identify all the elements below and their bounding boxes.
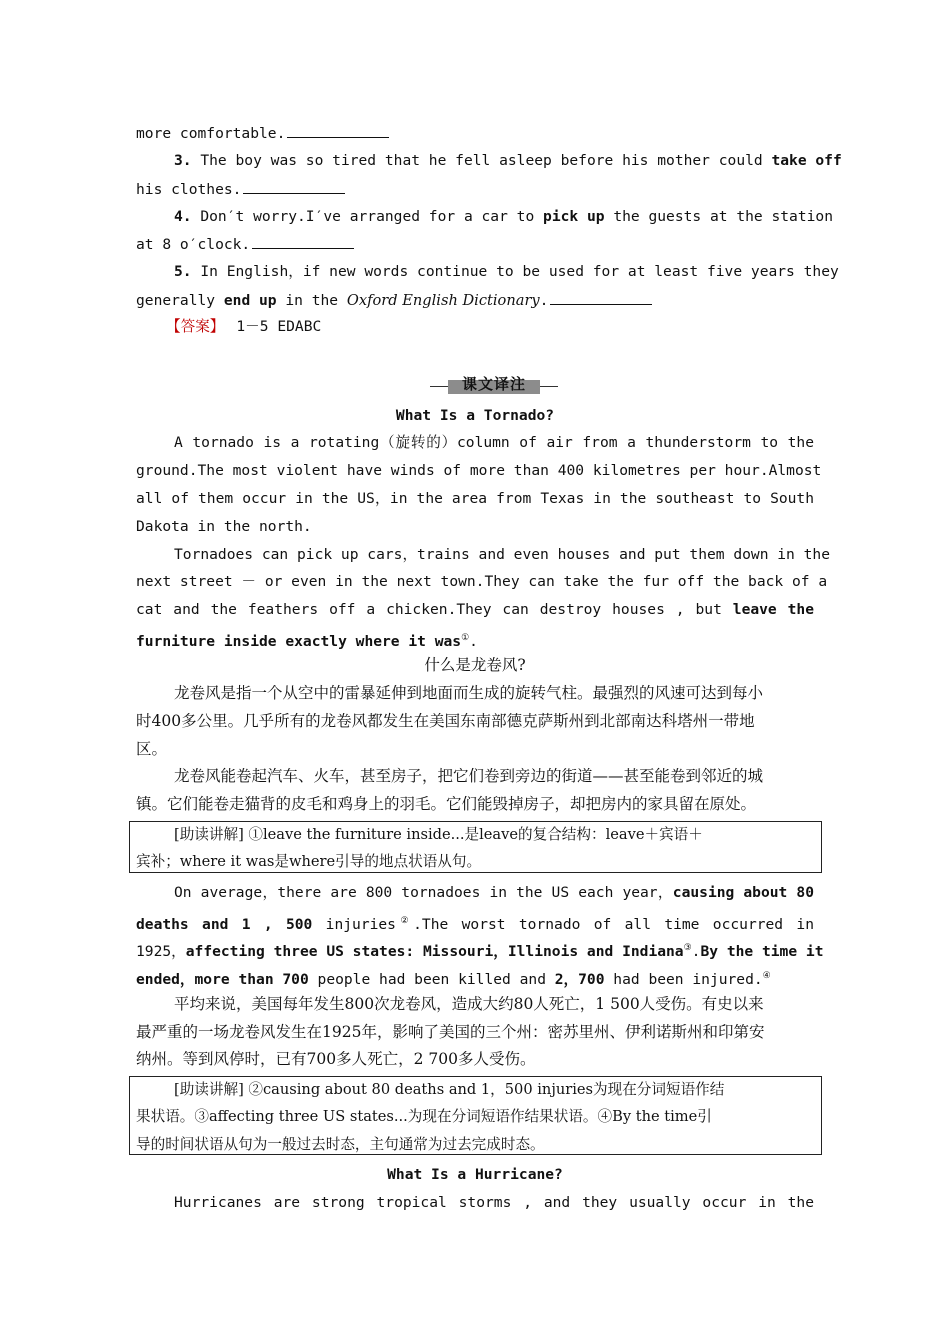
question-5-cont: generally end up in the Oxford English Dictionary. [136, 290, 814, 311]
section-header-text: 课文译注 [461, 375, 526, 393]
answer-blank[interactable] [243, 179, 345, 194]
question-4: 4. Don′t worry.I′ve arranged for a car to pick up the guests at the station [174, 208, 833, 225]
answer-blank[interactable] [252, 234, 354, 249]
hurricane-p1-line-1: Hurricanes are strong tropical storms , and they usually occur in the [174, 1194, 814, 1211]
hurricane-title: What Is a Hurricane? [387, 1166, 563, 1183]
answer-label: 【答案】 [166, 318, 225, 335]
tornado-zh-p3-line-2: 最严重的一场龙卷风发生在1925年，影响了美国的三个州：密苏里州、伊利诺斯州和印第安 [136, 1023, 765, 1041]
tornado-p3-line-1: On average，there are 800 tornadoes in the US each year，causing about 80 [174, 884, 814, 901]
question-5: 5. In English，if new words continue to be used for at least five years they [174, 263, 839, 280]
note-2-line-3: 导的时间状语从句为一般过去时态，主句通常为过去完成时态。 [136, 1136, 545, 1153]
tornado-p1-line-4: Dakota in the north. [136, 518, 312, 535]
tornado-p1-line-2: ground.The most violent have winds of more than 400 kilometres per hour.Almost [136, 462, 822, 479]
tornado-p3-line-3: 1925，affecting three US states: Missouri，Illinois and Indiana③.By the time it [136, 942, 824, 960]
tornado-zh-p1-line-2: 时400多公里。几乎所有的龙卷风都发生在美国东南部德克萨斯州到北部南达科塔州一带地 [136, 712, 755, 730]
tornado-p2-line-2: next street － or even in the next town.They can take the fur off the back of a [136, 573, 828, 590]
note-1-line-2: 宾补；where it was是where引导的地点状语从句。 [136, 853, 482, 870]
note-2-line-1: [助读讲解] ②causing about 80 deaths and 1，500 injuries为现在分词短语作结 [174, 1081, 725, 1098]
tornado-zh-p2-line-1: 龙卷风能卷起汽车、火车，甚至房子，把它们卷到旁边的街道——甚至能卷到邻近的城 [174, 767, 764, 785]
note-1-line-1: [助读讲解] ①leave the furniture inside...是leave的复合结构：leave＋宾语＋ [174, 826, 703, 843]
tornado-zh-p1-line-1: 龙卷风是指一个从空中的雷暴延伸到地面而生成的旋转气柱。最强烈的风速可达到每小 [174, 684, 764, 702]
tornado-zh-title: 什么是龙卷风? [424, 656, 526, 674]
answer-line [166, 317, 844, 337]
tornado-zh-p1-line-3: 区。 [136, 740, 168, 758]
answer-blank[interactable] [287, 123, 389, 138]
tornado-p2-line-3: cat and the feathers off a chicken.They can destroy houses , but leave the [136, 601, 814, 618]
question-3: 3. The boy was so tired that he fell asleep before his mother could take off [174, 152, 842, 169]
tornado-p3-line-4: ended，more than 700 people had been killed and 2，700 had been injured.④ [136, 970, 771, 988]
exercise-line-0: more comfortable. [136, 123, 814, 144]
tornado-p3-line-2: deaths and 1 , 500 injuries②.The worst tornado of all time occurred in [136, 915, 814, 933]
tornado-zh-p3-line-1: 平均来说，美国每年发生800次龙卷风，造成大约80人死亡，1 500人受伤。有史以来 [174, 995, 764, 1013]
answer-blank[interactable] [550, 290, 652, 305]
tornado-p1-line-3: all of them occur in the US，in the area from Texas in the southeast to South [136, 490, 814, 507]
note-2-line-2: 果状语。③affecting three US states...为现在分词短语作结果状语。④By the time引 [136, 1108, 712, 1125]
question-4-cont: at 8 o′clock. [136, 234, 814, 255]
answer-value: 1－5 EDABC [236, 318, 322, 335]
tornado-p2-line-4: furniture inside exactly where it was①. [136, 632, 478, 650]
section-header [430, 372, 558, 396]
tornado-p2-line-1: Tornadoes can pick up cars，trains and even houses and put them down in the [174, 546, 830, 563]
tornado-zh-p2-line-2: 镇。它们能卷走猫背的皮毛和鸡身上的羽毛。它们能毁掉房子，却把房内的家具留在原处。 [136, 795, 757, 813]
question-3-cont: his clothes. [136, 179, 814, 200]
tornado-p1-line-1: A tornado is a rotating（旋转的）column of air from a thunderstorm to the [174, 434, 814, 451]
tornado-title: What Is a Tornado? [395, 407, 555, 424]
tornado-zh-p3-line-3: 纳州。等到风停时，已有700多人死亡，2 700多人受伤。 [136, 1050, 536, 1068]
